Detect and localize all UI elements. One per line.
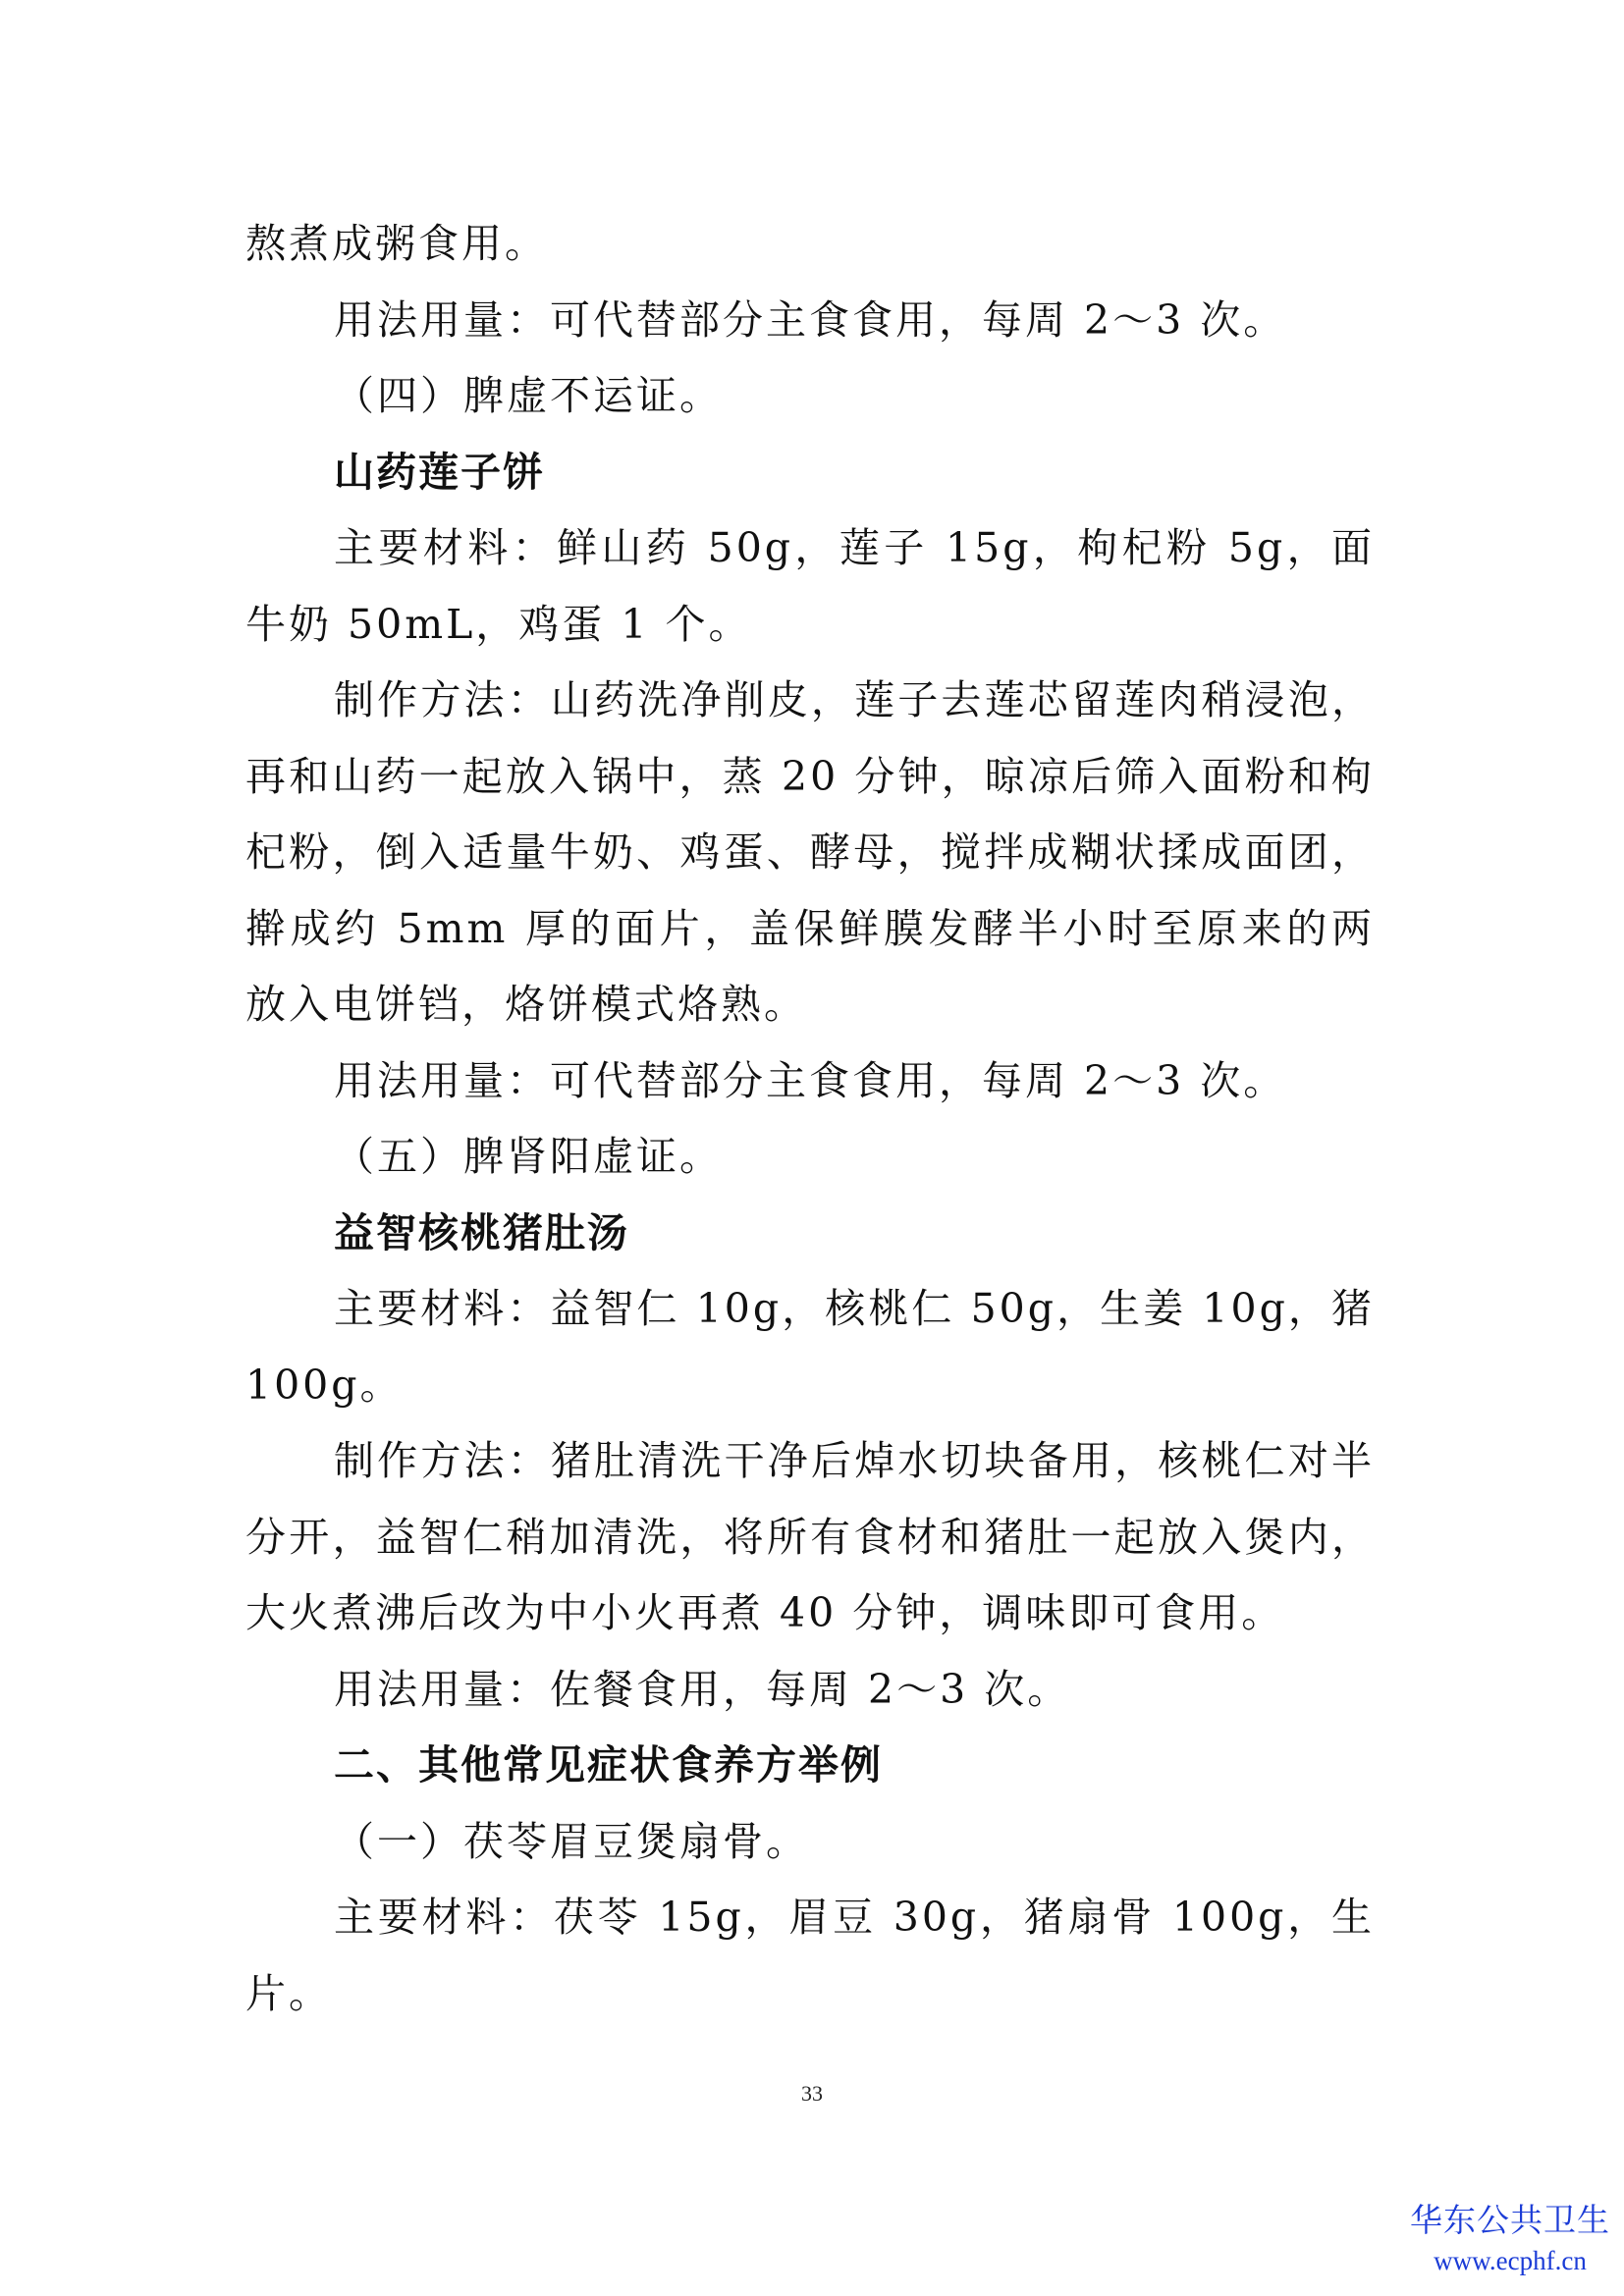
watermark-url: www.ecphf.cn: [1434, 2246, 1587, 2275]
text-line: 制作方法：山药洗净削皮，莲子去莲芯留莲肉稍浸泡，: [334, 676, 1375, 723]
text-line: 主要材料：鲜山药 50g，莲子 15g，枸杞粉 5g，面: [334, 524, 1375, 571]
text-line: 主要材料：益智仁 10g，核桃仁 50g，生姜 10g，猪: [334, 1285, 1375, 1332]
text-line: （五）脾肾阳虚证。: [334, 1133, 723, 1180]
text-line: 主要材料：茯苓 15g，眉豆 30g，猪扇骨 100g，生: [334, 1894, 1375, 1941]
text-line: 熬煮成粥食用。: [245, 220, 548, 267]
document-body: [245, 206, 1375, 2032]
text-line: （一）茯苓眉豆煲扇骨。: [334, 1817, 809, 1865]
section-heading: 二、其他常见症状食养方举例: [334, 1741, 883, 1789]
text-line: 再和山药一起放入锅中，蒸 20 分钟，晾凉后筛入面粉和枸: [245, 752, 1375, 800]
watermark-name: 华东公共卫生: [1410, 2201, 1610, 2239]
section-heading: 益智核桃猪肚汤: [334, 1208, 629, 1256]
text-line: 用法用量：佐餐食用，每周 2～3 次。: [334, 1665, 1071, 1713]
text-line: 制作方法：猪肚清洗干净后焯水切块备用，核桃仁对半: [334, 1437, 1375, 1484]
text-line: 片。: [245, 1969, 332, 2017]
watermark: [1410, 2199, 1610, 2279]
section-heading: 山药莲子饼: [334, 448, 545, 496]
text-line: 分开，益智仁稍加清洗，将所有食材和猪肚一起放入煲内，: [245, 1513, 1375, 1561]
text-line: 放入电饼铛，烙饼模式烙熟。: [245, 981, 807, 1028]
text-line: 擀成约 5mm 厚的面片，盖保鲜膜发酵半小时至原来的两: [245, 904, 1375, 952]
text-line: 杞粉，倒入适量牛奶、鸡蛋、酵母，搅拌成糊状揉成面团，: [245, 828, 1375, 876]
text-line: 用法用量：可代替部分主食食用，每周 2～3 次。: [334, 1056, 1287, 1104]
text-line: 大火煮沸后改为中小火再煮 40 分钟，调味即可食用。: [245, 1589, 1285, 1636]
text-line: 100g。: [245, 1361, 404, 1409]
text-line: 牛奶 50mL，鸡蛋 1 个。: [245, 600, 752, 648]
text-line: 用法用量：可代替部分主食食用，每周 2～3 次。: [334, 295, 1287, 344]
page-number: 33: [801, 2081, 823, 2106]
text-line: （四）脾虚不运证。: [334, 372, 723, 419]
